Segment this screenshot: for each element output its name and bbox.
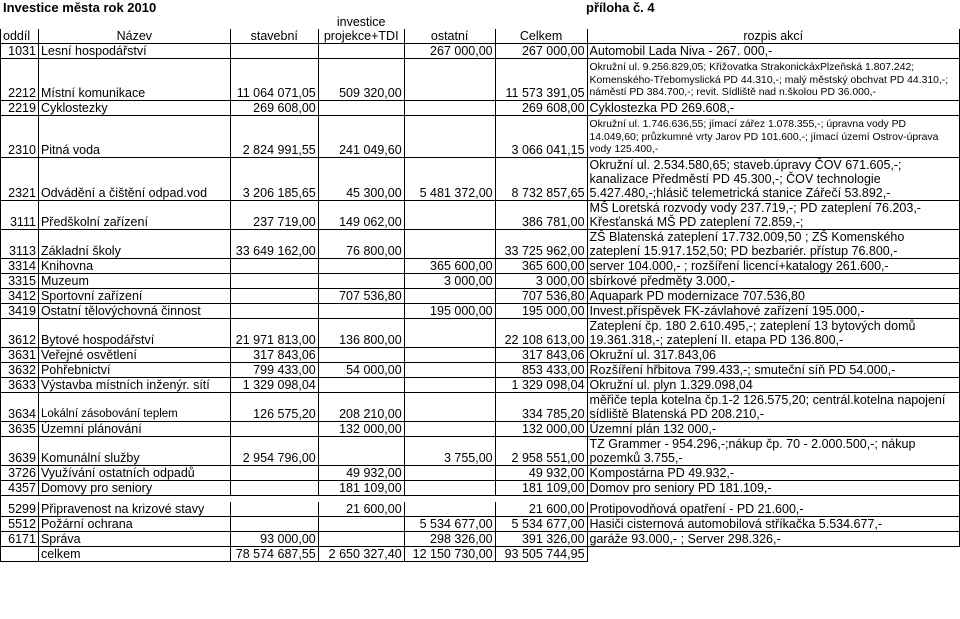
- row-building: [230, 304, 318, 319]
- row-code: 3612: [1, 319, 39, 348]
- row-other: 5 534 677,00: [404, 517, 495, 532]
- row-total: 269 608,00: [495, 101, 587, 116]
- row-total: 195 000,00: [495, 304, 587, 319]
- row-name: Muzeum: [38, 274, 230, 289]
- totals-other: 12 150 730,00: [404, 547, 495, 562]
- table-row: [1, 274, 960, 289]
- row-projects: [318, 532, 404, 547]
- row-note: Okružní ul. 1.746.636,55; jímací zářez 1.078.355,-; úpravna vody PD 14.049,60; průzkumné vrty Jarov PD 101.600,-; jímací území Ostrov-úprava vody 125.400,-: [587, 116, 959, 158]
- row-note: TZ Grammer - 954.296,-;nákup čp. 70 - 2.000.500,-; nákup pozemků 3.755,-: [587, 437, 959, 466]
- row-building: [230, 502, 318, 517]
- row-name: Lesní hospodářství: [38, 44, 230, 59]
- row-name: Pohřebnictví: [38, 363, 230, 378]
- row-code: 2219: [1, 101, 39, 116]
- row-other: [404, 289, 495, 304]
- header-other: ostatní: [404, 29, 495, 44]
- row-other: [404, 466, 495, 481]
- row-name: Cyklostezky: [38, 101, 230, 116]
- row-total: 5 534 677,00: [495, 517, 587, 532]
- row-total: 267 000,00: [495, 44, 587, 59]
- row-building: [230, 259, 318, 274]
- header-name: Název: [38, 29, 230, 44]
- row-name: Veřejné osvětlení: [38, 348, 230, 363]
- row-other: [404, 422, 495, 437]
- row-projects: [318, 259, 404, 274]
- row-building: [230, 274, 318, 289]
- row-total: 391 326,00: [495, 532, 587, 547]
- table-row: [1, 502, 960, 517]
- header-section: oddíl: [1, 29, 39, 44]
- row-other: [404, 378, 495, 393]
- document-title: Investice města rok 2010: [3, 0, 157, 15]
- row-code: 3631: [1, 348, 39, 363]
- row-building: 237 719,00: [230, 201, 318, 230]
- row-building: 2 824 991,55: [230, 116, 318, 158]
- table-row: [1, 289, 960, 304]
- table-row: [1, 437, 960, 466]
- row-code: 3726: [1, 466, 39, 481]
- row-total: 181 109,00: [495, 481, 587, 496]
- row-note: MŠ Loretská rozvody vody 237.719,-; PD zateplení 76.203,-Křesťanská MŠ PD zateplení 72.859,-;: [587, 201, 959, 230]
- row-name: Odvádění a čištění odpad.vod: [38, 158, 230, 201]
- row-building: [230, 44, 318, 59]
- row-total: 334 785,20: [495, 393, 587, 422]
- row-total: 33 725 962,00: [495, 230, 587, 259]
- row-projects: 181 109,00: [318, 481, 404, 496]
- row-projects: [318, 101, 404, 116]
- table-row: [1, 378, 960, 393]
- row-name: Knihovna: [38, 259, 230, 274]
- row-note: Okružní ul. 9.256.829,05; Křižovatka StrakonickáxPlzeňská 1.807.242; Komenského-Třebomyslická PD 44.310,-; malý městský obchvat PD 44.310,-; náměstí PD 384.700,-; revit. Sídliště nad n.školou PD 36.000,-: [587, 59, 959, 101]
- table-row: [1, 319, 960, 348]
- row-projects: 208 210,00: [318, 393, 404, 422]
- row-projects: 54 000,00: [318, 363, 404, 378]
- row-projects: [318, 348, 404, 363]
- row-code: 3635: [1, 422, 39, 437]
- header-total: Celkem: [495, 29, 587, 44]
- row-projects: 76 800,00: [318, 230, 404, 259]
- row-projects: 45 300,00: [318, 158, 404, 201]
- row-other: [404, 201, 495, 230]
- row-other: [404, 230, 495, 259]
- row-building: 1 329 098,04: [230, 378, 318, 393]
- table-row: [1, 59, 960, 101]
- row-name: Lokální zásobování teplem: [38, 393, 230, 422]
- row-other: 195 000,00: [404, 304, 495, 319]
- header-projects: projekce+TDI: [318, 29, 404, 44]
- row-other: [404, 116, 495, 158]
- row-name: Předškolní zařízení: [38, 201, 230, 230]
- row-building: [230, 289, 318, 304]
- row-other: 3 755,00: [404, 437, 495, 466]
- row-note: garáže 93.000,- ; Server 298.326,-: [587, 532, 959, 547]
- row-other: [404, 481, 495, 496]
- row-other: 5 481 372,00: [404, 158, 495, 201]
- row-other: [404, 363, 495, 378]
- row-code: 3314: [1, 259, 39, 274]
- row-projects: 149 062,00: [318, 201, 404, 230]
- row-note: Okružní ul. 2.534.580,65; staveb.úpravy ČOV 671.605,-; kanalizace Předměstí PD 45.300,-; ČOV technologie 5.427.480,-;hlásič telemetrická stanice Zářečí 53.892,-: [587, 158, 959, 201]
- row-building: [230, 517, 318, 532]
- row-building: 21 971 813,00: [230, 319, 318, 348]
- row-note: Domov pro seniory PD 181.109,-: [587, 481, 959, 496]
- row-projects: 136 800,00: [318, 319, 404, 348]
- row-code: 3111: [1, 201, 39, 230]
- row-projects: 707 536,80: [318, 289, 404, 304]
- row-note: Automobil Lada Niva - 267. 000,-: [587, 44, 959, 59]
- row-building: 269 608,00: [230, 101, 318, 116]
- row-other: [404, 393, 495, 422]
- row-total: 386 781,00: [495, 201, 587, 230]
- totals-projects: 2 650 327,40: [318, 547, 404, 562]
- row-other: 298 326,00: [404, 532, 495, 547]
- row-note: Cyklostezka PD 269.608,-: [587, 101, 959, 116]
- row-other: [404, 101, 495, 116]
- row-other: [404, 348, 495, 363]
- row-projects: [318, 274, 404, 289]
- table-row: [1, 348, 960, 363]
- row-total: 1 329 098,04: [495, 378, 587, 393]
- row-name: Využívání ostatních odpadů: [38, 466, 230, 481]
- row-name: Pitná voda: [38, 116, 230, 158]
- totals-note-empty: [587, 547, 959, 562]
- row-name: Územní plánování: [38, 422, 230, 437]
- row-code: 1031: [1, 44, 39, 59]
- row-projects: [318, 517, 404, 532]
- row-other: [404, 59, 495, 101]
- row-code: 5512: [1, 517, 39, 532]
- table-row: [1, 116, 960, 158]
- row-code: 3633: [1, 378, 39, 393]
- row-projects: [318, 44, 404, 59]
- investment-table: [0, 14, 960, 562]
- row-note: Územní plán 132 000,-: [587, 422, 959, 437]
- row-note: Kompostárna PD 49.932,-: [587, 466, 959, 481]
- row-note: Protipovodňová opatření - PD 21.600,-: [587, 502, 959, 517]
- row-code: 3419: [1, 304, 39, 319]
- row-name: Připravenost na krizové stavy: [38, 502, 230, 517]
- header-investice: investice: [336, 15, 386, 29]
- row-note: Hasiči cisternová automobilová stříkačka 5.534.677,-: [587, 517, 959, 532]
- row-note: Invest.příspěvek FK-závlahové zařízení 195.000,-: [587, 304, 959, 319]
- table-row: [1, 363, 960, 378]
- row-code: 2212: [1, 59, 39, 101]
- row-building: 3 206 185,65: [230, 158, 318, 201]
- row-total: 49 932,00: [495, 466, 587, 481]
- row-total: 365 600,00: [495, 259, 587, 274]
- row-other: [404, 502, 495, 517]
- row-name: Požární ochrana: [38, 517, 230, 532]
- table-row: [1, 532, 960, 547]
- row-total: 2 958 551,00: [495, 437, 587, 466]
- table-row: [1, 481, 960, 496]
- table-row: [1, 466, 960, 481]
- totals-building: 78 574 687,55: [230, 547, 318, 562]
- row-projects: 132 000,00: [318, 422, 404, 437]
- row-total: 317 843,06: [495, 348, 587, 363]
- row-other: [404, 319, 495, 348]
- row-projects: [318, 437, 404, 466]
- row-total: 707 536,80: [495, 289, 587, 304]
- row-name: Výstavba místních inženýr. sítí: [38, 378, 230, 393]
- row-note: server 104.000,- ; rozšíření licencí+katalogy 261.600,-: [587, 259, 959, 274]
- row-projects: 49 932,00: [318, 466, 404, 481]
- row-building: 799 433,00: [230, 363, 318, 378]
- table-row: [1, 158, 960, 201]
- row-code: 2321: [1, 158, 39, 201]
- table-row: [1, 44, 960, 59]
- row-building: [230, 422, 318, 437]
- row-building: 93 000,00: [230, 532, 318, 547]
- totals-row: [1, 547, 960, 562]
- row-projects: 509 320,00: [318, 59, 404, 101]
- row-code: 4357: [1, 481, 39, 496]
- row-total: 22 108 613,00: [495, 319, 587, 348]
- row-note: Zateplení čp. 180 2.610.495,-; zateplení 13 bytových domů 19.361.318,-; zateplení II. etapa PD 136.800,-: [587, 319, 959, 348]
- row-note: Rozšíření hřbitova 799.433,-; smuteční síň PD 54.000,-: [587, 363, 959, 378]
- row-note: měřiče tepla kotelna čp.1-2 126.575,20; centrál.kotelna napojení sídliště Blatenská PD 208.210,-: [587, 393, 959, 422]
- row-building: [230, 481, 318, 496]
- row-code: 3639: [1, 437, 39, 466]
- attachment-label: příloha č. 4: [586, 0, 655, 15]
- row-name: Základní školy: [38, 230, 230, 259]
- row-total: 3 066 041,15: [495, 116, 587, 158]
- row-building: 2 954 796,00: [230, 437, 318, 466]
- totals-total: 93 505 744,95: [495, 547, 587, 562]
- row-projects: 241 049,60: [318, 116, 404, 158]
- row-code: 3412: [1, 289, 39, 304]
- row-name: Ostatní tělovýchovná činnost: [38, 304, 230, 319]
- totals-label: celkem: [38, 547, 230, 562]
- header-group-row: [1, 14, 960, 29]
- row-building: 33 649 162,00: [230, 230, 318, 259]
- row-name: Správa: [38, 532, 230, 547]
- row-code: 6171: [1, 532, 39, 547]
- row-note: Aquapark PD modernizace 707.536,80: [587, 289, 959, 304]
- row-name: Bytové hospodářství: [38, 319, 230, 348]
- table-row: [1, 201, 960, 230]
- row-note: Okružní ul. 317.843,06: [587, 348, 959, 363]
- row-total: 11 573 391,05: [495, 59, 587, 101]
- row-total: 3 000,00: [495, 274, 587, 289]
- row-code: 2310: [1, 116, 39, 158]
- row-code: 3315: [1, 274, 39, 289]
- row-total: 21 600,00: [495, 502, 587, 517]
- table-row: [1, 393, 960, 422]
- row-total: 8 732 857,65: [495, 158, 587, 201]
- table-row: [1, 304, 960, 319]
- row-code: 3113: [1, 230, 39, 259]
- row-total: 132 000,00: [495, 422, 587, 437]
- row-projects: 21 600,00: [318, 502, 404, 517]
- row-building: 11 064 071,05: [230, 59, 318, 101]
- row-code: 3632: [1, 363, 39, 378]
- table-row: [1, 259, 960, 274]
- row-building: [230, 466, 318, 481]
- row-name: Sportovní zařízení: [38, 289, 230, 304]
- table-row: [1, 517, 960, 532]
- row-note: ZŠ Blatenská zateplení 17.732.009,50 ; ZŠ Komenského zateplení 15.917.152,50; PD bezbariér. přístup 76.800,-: [587, 230, 959, 259]
- row-name: Domovy pro seniory: [38, 481, 230, 496]
- row-note: Okružní ul. plyn 1.329.098,04: [587, 378, 959, 393]
- row-projects: [318, 378, 404, 393]
- header-breakdown: rozpis akcí: [587, 29, 959, 44]
- row-code: 5299: [1, 502, 39, 517]
- row-other: 365 600,00: [404, 259, 495, 274]
- row-building: 317 843,06: [230, 348, 318, 363]
- row-projects: [318, 304, 404, 319]
- row-building: 126 575,20: [230, 393, 318, 422]
- row-note: sbírkové předměty 3.000,-: [587, 274, 959, 289]
- table-row: [1, 230, 960, 259]
- row-code: 3634: [1, 393, 39, 422]
- table-row: [1, 422, 960, 437]
- row-other: 3 000,00: [404, 274, 495, 289]
- row-other: 267 000,00: [404, 44, 495, 59]
- row-name: Místní komunikace: [38, 59, 230, 101]
- row-name: Komunální služby: [38, 437, 230, 466]
- header-building: stavební: [230, 29, 318, 44]
- row-total: 853 433,00: [495, 363, 587, 378]
- table-row: [1, 101, 960, 116]
- header-row: [1, 29, 960, 44]
